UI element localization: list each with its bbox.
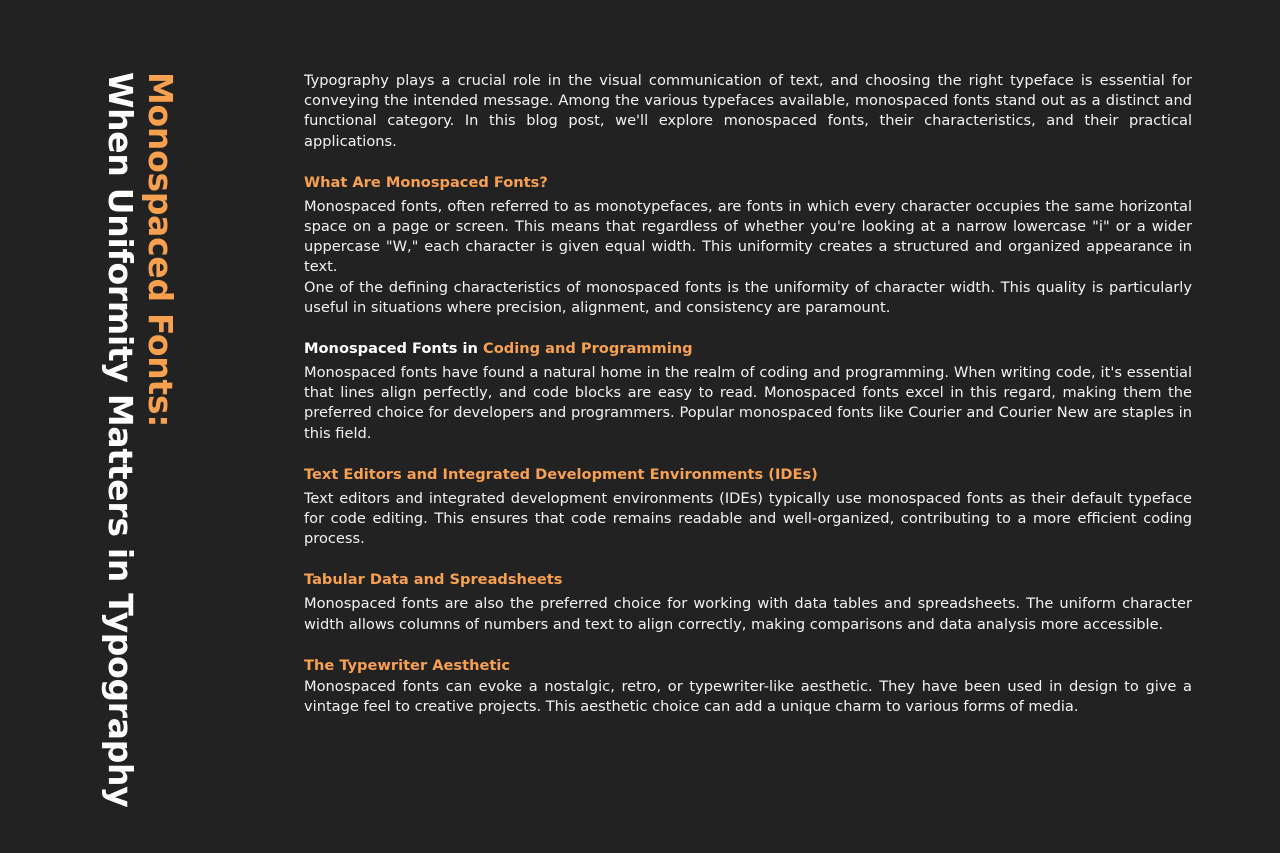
section-paragraph: One of the defining characteristics of monospaced fonts is the uniformity of character width. This quality is particularly useful in situations where precision, alignment, and consistency are paramount.: [304, 278, 1192, 316]
title-line-1: Monospaced Fonts:: [141, 72, 180, 428]
section-paragraph: Monospaced fonts have found a natural home in the realm of coding and programming. When writing code, it's essential that lines align perfectly, and code blocks are easy to read. Monospaced fonts excel in this regard, making them the preferred choice for developers and programmers. Popular monospaced fonts like Courier and Courier New are staples in this field.: [304, 364, 1192, 442]
article-body: [304, 71, 1192, 717]
heading-accent-part: Coding and Programming: [483, 340, 693, 358]
section-paragraph: Monospaced fonts are also the preferred choice for working with data tables and spreadsheets. The uniform character width allows columns of numbers and text to align correctly, making comparisons and data analysis more accessible.: [304, 595, 1192, 633]
section-heading: The Typewriter Aesthetic: [304, 656, 511, 674]
heading-plain-part: Monospaced Fonts in: [304, 340, 484, 358]
intro-paragraph: Typography plays a crucial role in the visual communication of text, and choosing the right typeface is essential for conveying the intended message. Among the various typefaces available, monospaced fonts stand out as a distinct and functional category. In this blog post, we'll explore monospaced fonts, their characteristics, and their practical applications.: [304, 72, 1192, 150]
section-heading: [304, 338, 1192, 360]
section-heading: Text Editors and Integrated Development Environments (IDEs): [304, 465, 818, 483]
section-typewriter-aesthetic: [304, 655, 1192, 717]
section-heading: What Are Monospaced Fonts?: [304, 173, 548, 191]
section-paragraph: Monospaced fonts, often referred to as monotypefaces, are fonts in which every character occupies the same horizontal space on a page or screen. This means that regardless of whether you're looking at a narrow lowercase "i" or a wider uppercase "W," each character is given equal width. This uniformity creates a structured and organized appearance in text.: [304, 197, 1192, 276]
page-title: [100, 72, 180, 808]
section-heading: Tabular Data and Spreadsheets: [304, 571, 563, 589]
section-text-editors-ides: [304, 464, 1192, 550]
section-paragraph: Text editors and integrated development environments (IDEs) typically use monospaced fonts as their default typeface for code editing. This ensures that code remains readable and well-organized, contributing to a more efficient coding process.: [304, 489, 1192, 548]
section-paragraph: Monospaced fonts can evoke a nostalgic, retro, or typewriter-like aesthetic. They have been used in design to give a vintage feel to creative projects. This aesthetic choice can add a unique charm to various forms of media.: [304, 677, 1192, 716]
section-coding-programming: [304, 338, 1192, 444]
section-tabular-data: [304, 569, 1192, 634]
vertical-title-block: [100, 72, 180, 808]
title-line-2: When Uniformity Matters in Typography: [101, 72, 140, 808]
section-what-are-monospaced: [304, 172, 1192, 318]
